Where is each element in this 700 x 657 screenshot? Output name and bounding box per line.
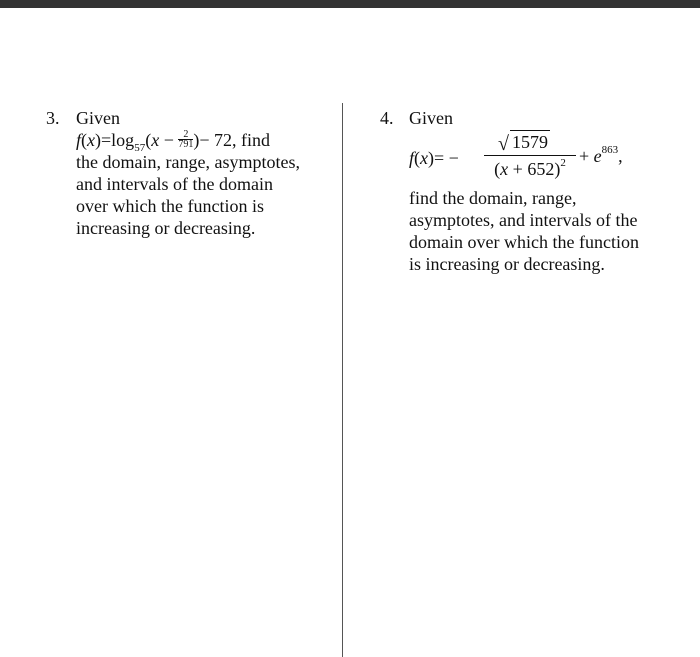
main-fraction [484,129,576,185]
fraction-denominator: 791 [178,139,194,151]
formula-lhs [409,147,459,169]
den-plus: + 652 [508,159,555,179]
minus-sign: − [159,130,179,150]
equals-minus: = − [434,148,459,168]
paren-close: ) [428,148,435,168]
problem-3-text [76,151,336,239]
den-power: 2 [560,157,566,169]
function-name: f [76,130,82,150]
exponent: 863 [601,144,619,156]
text-line: over which the function is [76,196,264,216]
fraction-denominator [484,156,576,185]
paren-open: ( [81,130,88,150]
problem-4-text [409,187,669,275]
text-line: domain over which the function [409,232,639,252]
variable: x [420,148,429,168]
variable: x [87,130,96,150]
paren-open-2: ( [145,130,152,150]
comma: , [618,146,623,166]
problem-3-given: Given [76,108,120,128]
text-line: increasing or decreasing. [76,218,256,238]
problem-4-number: 4. [380,108,394,128]
text-line: and intervals of the domain [76,174,273,194]
column-divider [342,103,343,657]
log-label: log [111,130,135,150]
den-variable: x [500,159,509,179]
euler-e: e [593,146,602,166]
problem-3-number: 3. [46,108,60,128]
text-line: asymptotes, and intervals of the [409,210,638,230]
paren-close-2: ) [193,130,200,150]
den-paren-open: ( [494,159,501,179]
fraction-numerator: 2 [183,129,189,141]
plus-sign: + [579,146,594,166]
small-fraction [178,130,193,149]
function-name: f [409,148,415,168]
formula-tail [579,145,623,170]
paren-open: ( [414,148,421,168]
formula-tail: − 72, find [199,130,270,150]
fraction-numerator [484,129,576,155]
problem-4-given: Given [409,108,453,128]
top-bar [0,0,700,8]
radicand: 1579 [512,132,548,152]
text-line: the domain, range, asymptotes, [76,152,300,172]
paren-close: ) [95,130,102,150]
den-paren-close: ) [554,159,561,179]
log-base: 57 [134,142,146,154]
text-line: find the domain, range, [409,188,577,208]
sqrt-icon: √ [498,133,509,155]
equals-sign: = [101,130,112,150]
variable-2: x [151,130,160,150]
text-line: is increasing or decreasing. [409,254,605,274]
